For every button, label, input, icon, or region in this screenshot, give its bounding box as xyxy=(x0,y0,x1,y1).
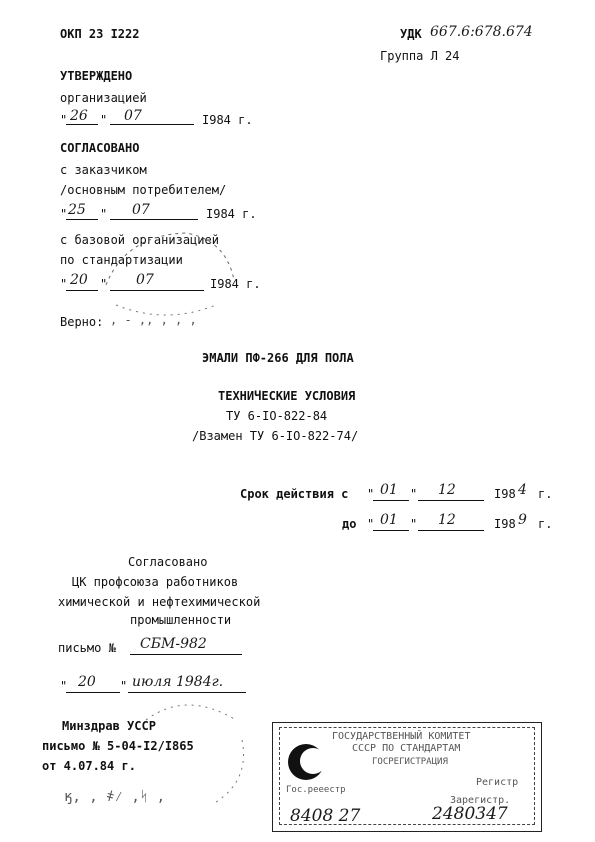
validity-from-month: 12 xyxy=(438,482,456,498)
ministry-line2: письмо № 5-04-I2/I865 xyxy=(42,739,194,753)
union-letter-no: СБМ-982 xyxy=(140,636,207,652)
union-date-rest: июля 1984г. xyxy=(132,674,224,690)
union-line2: химической и нефтехимической xyxy=(58,595,261,609)
agreed-month: 07 xyxy=(132,202,150,218)
stamp-reg-label3: Зарегистр. xyxy=(450,795,511,806)
validity-to-month: 12 xyxy=(438,512,456,528)
validity-from-suffix: г. xyxy=(538,487,553,501)
union-date-day: 20 xyxy=(78,674,96,690)
stamp-reg-label: Регистр xyxy=(476,777,519,788)
group-code: Группа Л 24 xyxy=(380,49,460,63)
validity-from-label: Срок действия с xyxy=(240,487,349,501)
base-year: I984 г. xyxy=(210,277,261,291)
agreed-day: 25 xyxy=(68,202,86,218)
validity-from-day: 01 xyxy=(380,482,398,498)
agreed-year: I984 г. xyxy=(206,207,257,221)
validity-to-year-prefix: I98 xyxy=(494,517,516,531)
state-emblem-icon xyxy=(288,744,324,780)
agreed-line2: /основным потребителем/ xyxy=(60,183,227,197)
validity-to-suffix: г. xyxy=(538,517,553,531)
ministry-line1: Минздрав УССР xyxy=(62,719,156,733)
union-line3: промышленности xyxy=(130,613,232,627)
ministry-line3: от 4.07.84 г. xyxy=(42,759,136,773)
base-month: 07 xyxy=(136,272,154,288)
validity-to-day: 01 xyxy=(380,512,398,528)
validity-from-year-digit: 4 xyxy=(518,482,527,498)
doc-title: ЭМАЛИ ПФ-266 ДЛЯ ПОЛА xyxy=(202,351,354,365)
validity-to-label: до xyxy=(342,517,357,531)
union-line1: ЦК профсоюза работников xyxy=(72,575,239,589)
registration-stamp xyxy=(272,722,542,832)
stamp-reg-label2: Гос.рееестр xyxy=(286,785,346,795)
agreed-title: СОГЛАСОВАНО xyxy=(60,141,140,155)
tu-number: ТУ 6-IO-822-84 xyxy=(226,409,328,423)
doc-subtitle: ТЕХНИЧЕСКИЕ УСЛОВИЯ xyxy=(218,389,356,403)
stamp-reg-no: 8408 27 xyxy=(290,806,361,826)
approved-day: 26 xyxy=(70,108,88,124)
union-letter-label: письмо № xyxy=(58,641,116,655)
base-org-line2: по стандартизации xyxy=(60,253,183,267)
ministry-signature: ӄ, , ҂⁄ ,ᛋ , xyxy=(64,789,166,805)
base-org-line1: с базовой организацией xyxy=(60,233,219,247)
verno-label: Верно: xyxy=(60,315,104,329)
verno-signature: , - ,, , , , xyxy=(110,313,197,327)
udk-value: 667.6:678.674 xyxy=(430,24,533,40)
approved-year: I984 г. xyxy=(202,113,253,127)
union-title: Согласовано xyxy=(128,555,208,569)
approved-title: УТВЕРЖДЕНО xyxy=(60,69,133,83)
validity-from-year-prefix: I98 xyxy=(494,487,516,501)
stamp-line3: ГОСРЕГИСТРАЦИЯ xyxy=(372,757,448,767)
stamp-line1: ГОСУДАРСТВЕННЫЙ КОМИТЕТ xyxy=(332,731,471,742)
stamp-line2: СССР ПО СТАНДАРТАМ xyxy=(352,743,461,754)
round-seal xyxy=(96,225,236,325)
agreed-line1: с заказчиком xyxy=(60,163,147,177)
udk-label: УДК xyxy=(400,27,422,41)
okp-code: ОКП 23 I222 xyxy=(60,27,140,41)
approved-month: 07 xyxy=(124,108,142,124)
stamp-reg-no2: 2480347 xyxy=(432,804,508,824)
validity-to-year-digit: 9 xyxy=(518,512,527,528)
replaces-tu: /Взамен ТУ 6-IO-822-74/ xyxy=(192,429,359,443)
base-day: 20 xyxy=(70,272,88,288)
approved-org: организацией xyxy=(60,91,147,105)
